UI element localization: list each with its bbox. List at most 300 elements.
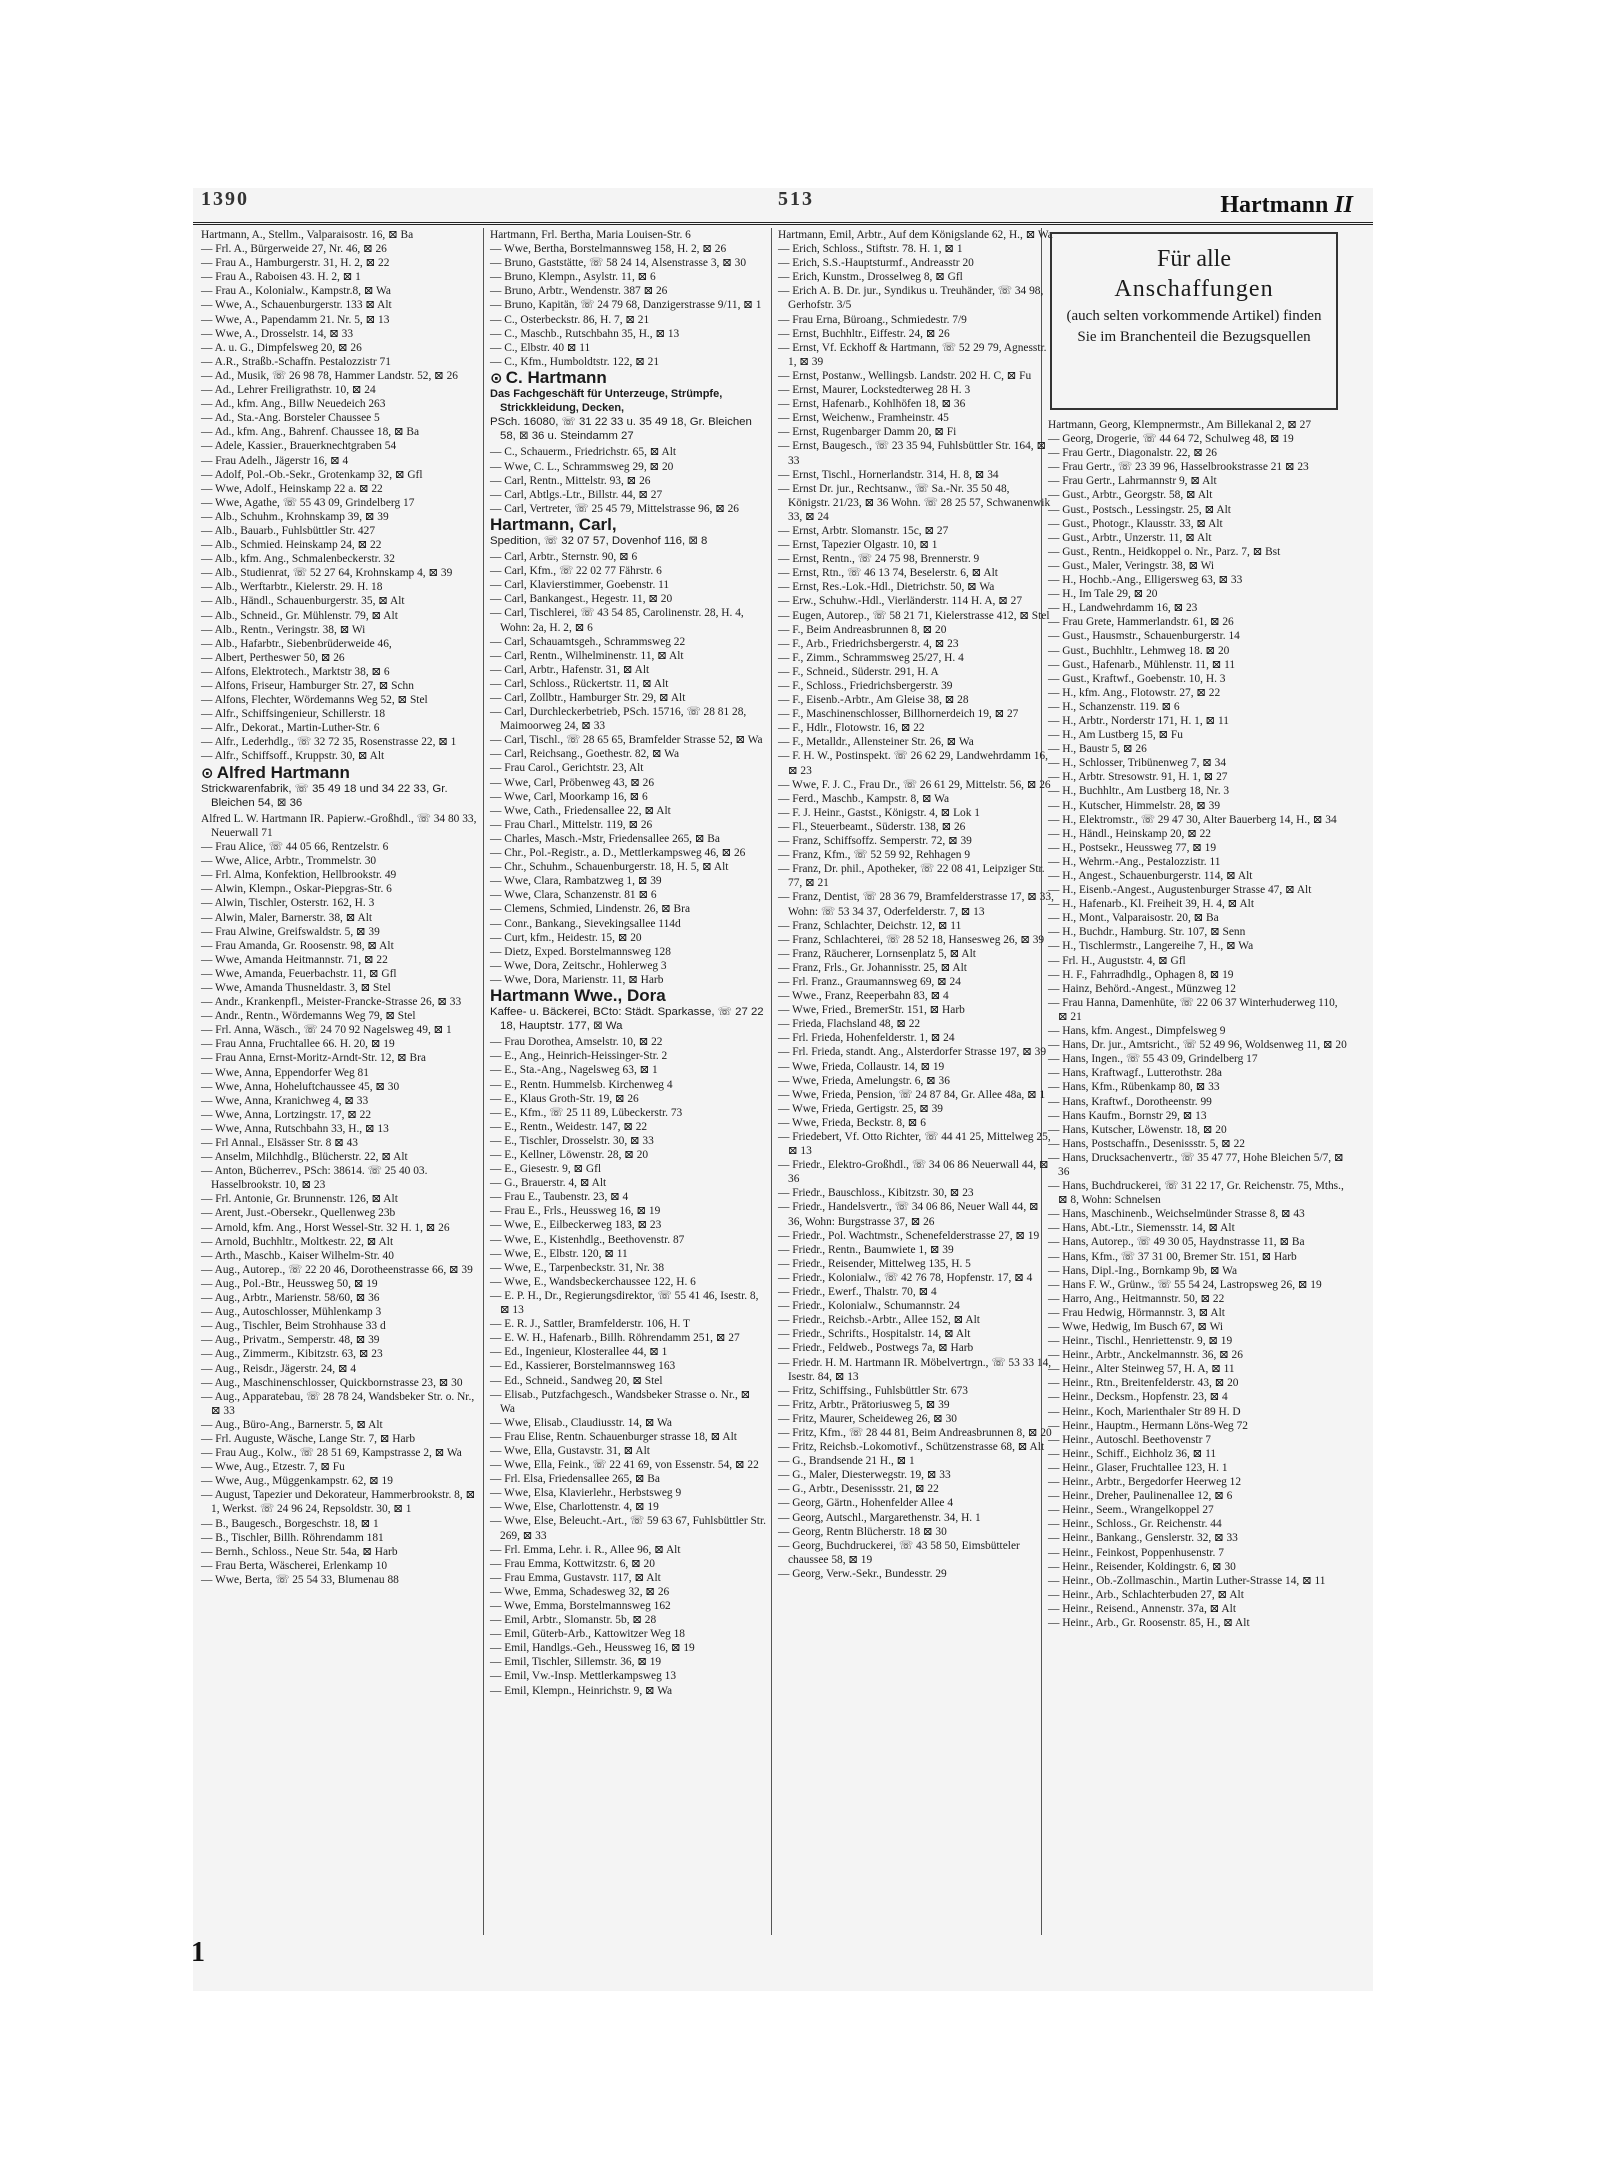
directory-entry: — Carl, Zollbtr., Hamburger Str. 29, ⊠ Alt <box>490 692 686 704</box>
directory-entry: — C., Kfm., Humboldtstr. 122, ⊠ 21 <box>490 355 660 368</box>
directory-entry: — Aug., Tischler, Beim Strohhause 33 d <box>201 1320 386 1333</box>
directory-entry: — H., Eisenb.-Angest., Augustenburger Strasse 47, ⊠ Alt <box>1048 884 1312 897</box>
directory-entry: — Wwe, Aug., Müggenkampstr. 62, ⊠ 19 <box>201 1475 393 1488</box>
directory-entry: — Bruno, Gaststätte, ☏ 58 24 14, Alsenstrasse 3, ⊠ 30 <box>490 257 747 270</box>
directory-entry: — H., Kutscher, Himmelstr. 28, ⊠ 39 <box>1048 799 1221 812</box>
directory-entry: — H., Schlosser, Tribünenweg 7, ⊠ 34 <box>1048 757 1227 770</box>
directory-entry: — Heinr., Decksm., Hopfenstr. 23, ⊠ 4 <box>1048 1391 1228 1404</box>
directory-entry: — Frl Annal., Elsässer Str. 8 ⊠ 43 <box>201 1137 358 1149</box>
directory-entry: — H., Arbtr. Stresowstr. 91, H. 1, ⊠ 27 <box>1048 771 1228 784</box>
directory-entry: — Frau Grete, Hammerlandstr. 61, ⊠ 26 <box>1048 616 1234 629</box>
directory-entry: — Wwe, Berta, ☏ 25 54 33, Blumenau 88 <box>201 1573 399 1586</box>
directory-entry: — G., Arbtr., Desenissstr. 21, ⊠ 22 <box>778 1483 939 1496</box>
circle-marker-icon: ⊙ <box>201 764 214 782</box>
directory-entry: — C., Maschb., Rutschbahn 35, H., ⊠ 13 <box>490 327 680 340</box>
directory-entry: — Gust., Hafenarb., Mühlenstr. 11, ⊠ 11 <box>1048 658 1236 671</box>
directory-entry: — Hans, Dr. jur., Amtsricht., ☏ 52 49 96, Woldsenweg 11, ⊠ 20 <box>1048 1039 1347 1052</box>
directory-entry: — Hans F. W., Grünw., ☏ 55 54 24, Lastropsweg 26, ⊠ 19 <box>1048 1278 1322 1291</box>
directory-entry: — Alb., Bauarb., Fuhlsbüttler Str. 427 <box>201 524 376 537</box>
directory-entry: — Wwe, Bertha, Borstelmannsweg 158, H. 2, ⊠ 26 <box>490 243 727 256</box>
directory-entry: — C., Schauerm., Friedrichstr. 65, ⊠ Alt <box>490 446 677 459</box>
directory-entry: — Friedr., Elektro-Großhdl., ☏ 34 06 86 Neuerwall 44, ⊠ 36 <box>778 1159 1049 1186</box>
directory-entry: — E., Tischler, Drosselstr. 30, ⊠ 33 <box>490 1134 654 1147</box>
directory-entry: — Bernh., Schloss., Neue Str. 54a, ⊠ Harb <box>201 1545 398 1558</box>
directory-entry: — Ernst, Postanw., Wellingsb. Landstr. 202 H. C, ⊠ Fu <box>778 369 1032 382</box>
directory-entry: — Erw., Schuhw.-Hdl., Vierländerstr. 114 H. A, ⊠ 27 <box>778 595 1023 608</box>
directory-entry: — Gust., Maler, Veringstr. 38, ⊠ Wi <box>1048 559 1215 572</box>
directory-entry: — Wwe., Franz, Reeperbahn 83, ⊠ 4 <box>778 990 949 1003</box>
directory-entry: — Friedr., Reichsb.-Arbtr., Allee 152, ⊠ Alt <box>778 1314 980 1327</box>
directory-entry: — Wwe, Amanda, Feuerbachstr. 11, ⊠ Gfl <box>201 967 397 980</box>
directory-entry: — E., Giesestr. 9, ⊠ Gfl <box>490 1163 602 1176</box>
directory-entry: — E. P. H., Dr., Regierungsdirektor, ☏ 55 41 46, Isestr. 8, ⊠ 13 <box>490 1289 759 1317</box>
directory-entry: — Gust., Postsch., Lessingstr. 25, ⊠ Alt <box>1048 503 1231 516</box>
directory-entry: — Alfr., Dekorat., Martin-Luther-Str. 6 <box>201 722 380 735</box>
directory-entry: — Wwe, Frieda, Pension, ☏ 24 87 84, Gr. Allee 48a, ⊠ 1 <box>778 1088 1046 1101</box>
directory-entry: — Franz, Dr. phil., Apotheker, ☏ 22 08 41, Leipziger Str. 77, ⊠ 21 <box>778 863 1045 890</box>
directory-entry: — Ernst, Baugesch., ☏ 23 35 94, Fuhlsbüttler Str. 164, ⊠ 33 <box>778 440 1047 467</box>
entry-list <box>490 445 766 515</box>
directory-entry: — Ed., Kassierer, Borstelmannsweg 163 <box>490 1360 676 1373</box>
directory-entry: — Hainz, Behörd.-Angest., Münzweg 12 <box>1048 982 1236 995</box>
directory-entry: — Hans, kfm. Angest., Dimpfelsweg 9 <box>1048 1025 1226 1038</box>
directory-entry: — Frau E., Taubenstr. 23, ⊠ 4 <box>490 1191 629 1204</box>
directory-entry: — Friedr., Ewerf., Thalstr. 70, ⊠ 4 <box>778 1286 937 1299</box>
directory-entry: — Ed., Ingenieur, Klosterallee 44, ⊠ 1 <box>490 1346 668 1359</box>
directory-entry: — Wwe, Amanda Thusneldastr. 3, ⊠ Stel <box>201 981 391 994</box>
directory-entry: — B., Baugesch., Borgeschstr. 18, ⊠ 1 <box>201 1517 379 1530</box>
directory-entry: — Frl. A., Bürgerweide 27, Nr. 46, ⊠ 26 <box>201 243 387 256</box>
directory-entry: — Frl. Emma, Lehr. i. R., Allee 96, ⊠ Alt <box>490 1543 681 1556</box>
directory-entry: — Wwe, Elisab., Claudiusstr. 14, ⊠ Wa <box>490 1416 672 1429</box>
directory-entry: — Wwe, Alice, Arbtr., Trommelstr. 30 <box>201 855 377 868</box>
directory-entry: — Carl, Tischl., ☏ 28 65 65, Bramfelder Strasse 52, ⊠ Wa <box>490 734 763 747</box>
directory-entry: — F., Metalldr., Allensteiner Str. 26, ⊠ Wa <box>778 736 974 749</box>
directory-entry: — Friedr., Pol. Wachtmstr., Schenefelderstrasse 27, ⊠ 19 <box>778 1229 1040 1242</box>
directory-entry: — Frau A., Hamburgerstr. 31, H. 2, ⊠ 22 <box>201 257 390 270</box>
directory-entry: — Ernst, Res.-Lok.-Hdl., Dietrichstr. 50, ⊠ Wa <box>778 581 995 594</box>
branchenteil-box-advert <box>1050 232 1338 410</box>
directory-entry: — Frau Emma, Gustavstr. 117, ⊠ Alt <box>490 1571 661 1584</box>
directory-entry: — Wwe, Emma, Borstelmannsweg 162 <box>490 1600 671 1612</box>
directory-entry: — Wwe, Clara, Schanzenstr. 81 ⊠ 6 <box>490 889 657 902</box>
directory-entry: — Chr., Schuhm., Schauenburgerstr. 18, H. 5, ⊠ Alt <box>490 861 729 874</box>
directory-entry: — Frl. Auguste, Wäsche, Lange Str. 7, ⊠ Harb <box>201 1432 416 1445</box>
directory-entry: — E. W. H., Hafenarb., Billh. Röhrendamm 251, ⊠ 27 <box>490 1332 740 1345</box>
directory-entry: — Albert, Pertheswег 50, ⊠ 26 <box>201 651 345 664</box>
directory-entry: — Carl, Rentn., Mittelstr. 93, ⊠ 26 <box>490 474 651 487</box>
directory-entry: — Gust., Photogr., Klausstr. 33, ⊠ Alt <box>1048 517 1223 530</box>
directory-entry: — Franz, Räucherer, Lornsenplatz 5, ⊠ Alt <box>778 947 976 960</box>
directory-entry: — Gust., Buchhltr., Lehmweg 18. ⊠ 20 <box>1048 644 1230 657</box>
directory-entry: — Wwe, Emma, Schadesweg 32, ⊠ 26 <box>490 1585 670 1598</box>
directory-entry: — H., Arbtr., Norderstr 171, H. 1, ⊠ 11 <box>1048 714 1229 727</box>
entry-list <box>490 228 766 369</box>
entry-list <box>490 550 766 987</box>
directory-entry: — Fritz, Schiffsing., Fuhlsbüttler Str. 673 <box>778 1384 968 1397</box>
directory-entry: — Alfr., Schiffsingenieur, Schillerstr. 18 <box>201 708 386 721</box>
directory-entry: — Aug., Pol.-Btr., Heussweg 50, ⊠ 19 <box>201 1277 378 1290</box>
directory-entry: — Ernst, Maurer, Lockstedterweg 28 H. 3 <box>778 384 971 397</box>
running-title <box>1220 192 1353 219</box>
directory-entry: — Frl. H., Auguststr. 4, ⊠ Gfl <box>1048 954 1186 967</box>
directory-entry: — B., Tischler, Billh. Röhrendamm 181 <box>201 1531 384 1544</box>
advert-title: Alfred Hartmann <box>216 762 350 782</box>
directory-entry: — Frau Charl., Mittelstr. 119, ⊠ 26 <box>490 818 653 831</box>
directory-entry: — Carl, Arbtr., Hafenstr. 31, ⊠ Alt <box>490 663 650 676</box>
advert-subtitle: Das Fachgeschäft für Unterzeuge, Strümpfe, Strickkleidung, Decken, <box>490 388 723 415</box>
directory-entry: — Heinr., Ob.-Zollmaschin., Martin Luther-Strasse 14, ⊠ 11 <box>1048 1574 1326 1587</box>
directory-entry: — Franz, Dentist, ☏ 28 36 79, Bramfelderstrasse 17, ⊠ 33, Wohn: ☏ 53 34 37, Oderfelderstr. 7, ⊠ 13 <box>778 891 1054 918</box>
directory-entry: — Emil, Vw.-Insp. Mettlerkampsweg 13 <box>490 1670 677 1683</box>
directory-entry: — Friedr., Handelsvertr., ☏ 34 06 86, Neuer Wall 44, ⊠ 36, Wohn: Burgstrasse 37, ⊠ 26 <box>778 1201 1039 1228</box>
directory-entry: — Fritz, Arbtr., Prätoriusweg 5, ⊠ 39 <box>778 1398 950 1411</box>
directory-entry: — Aug., Reisdr., Jägerstr. 24, ⊠ 4 <box>201 1362 357 1375</box>
directory-entry: — Elisab., Putzfachgesch., Wandsbeker Strasse o. Nr., ⊠ Wa <box>490 1388 751 1415</box>
directory-entry: — Ernst, Arbtr. Slomanstr. 15c, ⊠ 27 <box>778 524 949 537</box>
directory-entry: — F., Schloss., Friedrichsbergerstr. 39 <box>778 680 953 692</box>
directory-entry: — Alfr., Lederhdlg., ☏ 32 72 35, Rosenstrasse 22, ⊠ 1 <box>201 736 457 749</box>
directory-entry: — H., Hafenarb., Kl. Freiheit 39, H. 4, ⊠ Alt <box>1048 898 1254 911</box>
directory-entry: — Dietz, Exped. Borstelmannsweg 128 <box>490 945 671 958</box>
directory-entry: — Gust., Rentn., Heidkoppel o. Nr., Parz. 7, ⊠ Bst <box>1048 545 1281 558</box>
directory-entry: — Alb., Schneid., Gr. Mühlenstr. 79, ⊠ Alt <box>201 609 398 622</box>
box-advert-line-3: (auch selten vorkommende Artikel) finden Sie im Branchenteil die Bezugsquellen <box>1066 308 1322 345</box>
directory-entry: — Heinr., Feinkost, Poppenhusenstr. 7 <box>1048 1546 1224 1559</box>
directory-entry: — Wwe, C. L., Schrammsweg 29, ⊠ 20 <box>490 460 674 473</box>
directory-entry: — Carl, Rentn., Wilhelminenstr. 11, ⊠ Alt <box>490 649 684 662</box>
directory-entry: — Alfons, Friseur, Hamburger Str. 27, ⊠ Schn <box>201 680 414 692</box>
directory-entry: — Heinr., Seem., Wrangelkoppel 27 <box>1048 1504 1214 1517</box>
directory-entry: — Georg, Rentn Blücherstr. 18 ⊠ 30 <box>778 1525 947 1538</box>
directory-entry: — Wwe, Adolf., Heinskamp 22 a. ⊠ 22 <box>201 482 383 495</box>
directory-entry: — Hans, Kraftwagf., Lutterothstr. 28a <box>1048 1067 1222 1080</box>
directory-entry: — Franz, Kfm., ☏ 52 59 92, Rehhagen 9 <box>778 849 971 862</box>
directory-entry: — Carl, Arbtr., Sternstr. 90, ⊠ 6 <box>490 551 638 564</box>
advert-hartmann-carl <box>490 514 766 548</box>
directory-entry: — Carl, Durchleckerbetrieb, PSch. 15716, ☏ 28 81 28, Maimoorweg 24, ⊠ 33 <box>490 706 747 733</box>
entry-list <box>490 1035 766 1697</box>
directory-entry: — Heinr., Arbtr., Bergedorfer Heerweg 12 <box>1048 1476 1242 1489</box>
directory-entry: — Ernst, Rentn., ☏ 24 75 98, Brennerstr. 9 <box>778 553 980 566</box>
directory-entry: — Alb., Schmied. Heinskamp 24, ⊠ 22 <box>201 539 382 552</box>
directory-entry: — H., Händl., Heinskamp 20, ⊠ 22 <box>1048 827 1211 840</box>
footer-page-number: 1 <box>191 1937 205 1968</box>
directory-entry: — Aug., Autorep., ☏ 22 20 46, Dorotheenstrasse 66, ⊠ 39 <box>201 1263 473 1276</box>
directory-entry: — Frl. Frieda, standt. Ang., Alsterdorfer Strasse 197, ⊠ 39 <box>778 1046 1047 1059</box>
directory-entry: — Aug., Apparatebau, ☏ 28 78 24, Wandsbeker Str. o. Nr., ⊠ 33 <box>201 1390 475 1417</box>
directory-entry: — G., Maler, Diesterwegstr. 19, ⊠ 33 <box>778 1469 951 1482</box>
directory-entry: — Heinr., Koch, Marienthaler Str 89 H. D <box>1048 1405 1241 1418</box>
directory-entry: — Hans, Drucksachenvertr., ☏ 35 47 77, Hohe Bleichen 5/7, ⊠ 36 <box>1048 1151 1344 1178</box>
directory-entry: — Hans, Buchdruckerei, ☏ 31 22 17, Gr. Reichenstr. 75, Mths., ⊠ 8, Wohn: Schnelsen <box>1048 1180 1344 1207</box>
directory-column-1 <box>201 228 477 1935</box>
directory-entry: — Frau Adelh., Jägerstr 16, ⊠ 4 <box>201 454 349 467</box>
directory-entry: — A.R., Straßb.-Schaffn. Pestalozzistr 71 <box>201 355 391 368</box>
directory-entry: — Wwe, Elsa, Klavierlehr., Herbstsweg 9 <box>490 1487 682 1500</box>
directory-entry: — Heinr., Schiff., Eichholz 36, ⊠ 11 <box>1048 1447 1217 1460</box>
advert-alfred-hartmann <box>201 762 477 810</box>
directory-entry: Alfred L. W. Hartmann IR. Papierw.-Großhdl., ☏ 34 80 33, Neuerwall 71 <box>201 812 477 839</box>
directory-entry: — Aug., Maschinenschlosser, Quickbornstrasse 23, ⊠ 30 <box>201 1376 463 1389</box>
directory-entry: — Alfons, Flechter, Wördemanns Weg 52, ⊠ Stel <box>201 694 428 707</box>
directory-entry: — Franz, Schiffsoffz. Semperstr. 72, ⊠ 39 <box>778 835 972 848</box>
directory-entry: — E., Kfm., ☏ 25 11 89, Lübeckerstr. 73 <box>490 1106 683 1119</box>
directory-entry: — Frau Gertr., Lahrmannstr 9, ⊠ Alt <box>1048 475 1217 488</box>
directory-entry: — Frau Berta, Wäscherei, Erlenkamp 10 <box>201 1559 388 1572</box>
directory-entry: — Friedr., Reisender, Mittelweg 135, H. 5 <box>778 1257 971 1270</box>
directory-entry: — Ernst, Tapezier Olgastr. 10, ⊠ 1 <box>778 539 938 552</box>
directory-entry: — Aug., Arbtr., Marienstr. 58/60, ⊠ 36 <box>201 1292 380 1305</box>
directory-entry: — Alwin, Klempn., Oskar-Piepgras-Str. 6 <box>201 883 392 896</box>
directory-entry: Hartmann, Georg, Klempnermstr., Am Billekanal 2, ⊠ 27 <box>1048 419 1312 431</box>
directory-entry: — Emil, Klempn., Heinrichstr. 9, ⊠ Wa <box>490 1684 673 1697</box>
directory-entry: — H., Am Lustberg 15, ⊠ Fu <box>1048 729 1183 742</box>
directory-entry: — Heinr., Glaser, Fruchtallee 123, H. 1 <box>1048 1461 1228 1474</box>
directory-entry: — Frau Gertr., ☏ 23 39 96, Hasselbrookstrasse 21 ⊠ 23 <box>1048 461 1309 474</box>
directory-entry: — Wwe, Fried., BremerStr. 151, ⊠ Harb <box>778 1004 965 1017</box>
directory-entry: — F., Eisenb.-Arbtr., Am Gleise 38, ⊠ 28 <box>778 694 969 707</box>
directory-entry: — Franz, Schlachter, Deichstr. 12, ⊠ 11 <box>778 919 962 932</box>
directory-entry: — Wwe, Else, Charlottenstr. 4, ⊠ 19 <box>490 1501 659 1514</box>
directory-entry: — Heinr., Schloss., Gr. Reichenstr. 44 <box>1048 1518 1222 1531</box>
directory-entry: — Hans, Ingen., ☏ 55 43 09, Grindelberg 17 <box>1048 1053 1258 1066</box>
directory-entry: — Hans, Maschinenb., Weichselmünder Strasse 8, ⊠ 43 <box>1048 1208 1305 1221</box>
directory-entry: — Wwe, Anna, Eppendorfer Weg 81 <box>201 1066 369 1079</box>
directory-entry: — Anton, Bücherrev., PSch: 38614. ☏ 25 40 03. Hasselbrookstr. 10, ⊠ 23 <box>201 1165 428 1192</box>
directory-entry: — August, Tapezier und Dekorateur, Hammerbrookstr. 8, ⊠ 1, Werkst. ☏ 24 96 24, Repsoldstr. 30, ⊠ 1 <box>201 1489 476 1516</box>
directory-entry: — F., Arb., Friedrichsbergerstr. 4, ⊠ 23 <box>778 637 959 650</box>
directory-entry: — Aug., Büro-Ang., Barnerstr. 5, ⊠ Alt <box>201 1418 383 1431</box>
directory-entry: — Heinr., Autoschl. Beethovenstr 7 <box>1048 1433 1211 1446</box>
directory-entry: — Ad., Lehrer Freiligrathstr. 10, ⊠ 24 <box>201 384 376 397</box>
directory-entry: — Wwe, E., Eilbeckerweg 183, ⊠ 23 <box>490 1219 662 1232</box>
directory-entry: — Fritz, Maurer, Scheideweg 26, ⊠ 30 <box>778 1412 957 1425</box>
directory-entry: — Ernst, Rtn., ☏ 46 13 74, Beselerstr. 6, ⊠ Alt <box>778 567 998 580</box>
advert-body: PSch. 16080, ☏ 31 22 33 u. 35 49 18, Gr. Bleichen 58, ⊠ 36 u. Steindamm 27 <box>490 416 752 443</box>
directory-entry: — Wwe, Anna, Lortzingstr. 17, ⊠ 22 <box>201 1108 372 1121</box>
directory-entry: — Wwe, Ella, Gustavstr. 31, ⊠ Alt <box>490 1444 650 1457</box>
directory-entry: — Arth., Maschb., Kaiser Wilhelm-Str. 40 <box>201 1249 394 1262</box>
directory-entry: — Alwin, Maler, Barnerstr. 38, ⊠ Alt <box>201 911 373 924</box>
directory-entry: — Wwe, Hedwig, Im Busch 67, ⊠ Wi <box>1048 1321 1224 1333</box>
advert-hartmann-wwe-dora <box>490 985 766 1033</box>
entry-list <box>201 812 477 1587</box>
directory-entry: — Heinr., Alter Steinweg 57, H. A, ⊠ 11 <box>1048 1363 1235 1376</box>
directory-entry: — Friedr., Bauschloss., Kibitzstr. 30, ⊠ 23 <box>778 1187 974 1200</box>
entry-list <box>1048 418 1348 1630</box>
directory-entry: — Hans, Kraftwf., Dorotheenstr. 99 <box>1048 1095 1212 1108</box>
directory-entry: — Friedr., Rentn., Baumwiete 1, ⊠ 39 <box>778 1243 954 1256</box>
directory-entry: — Alb., Studienrat, ☏ 52 27 64, Krohnskamp 4, ⊠ 39 <box>201 567 453 580</box>
directory-entry: — Georg, Drogerie, ☏ 44 64 72, Schulweg 48, ⊠ 19 <box>1048 433 1294 446</box>
directory-entry: — Heinr., Bankang., Genslerstr. 32, ⊠ 33 <box>1048 1532 1238 1545</box>
directory-entry: — Wwe, E., Elbstr. 120, ⊠ 11 <box>490 1247 628 1260</box>
box-advert-line-1: Für alle <box>1157 246 1231 272</box>
directory-entry: — Wwe, Frieda, Beckstr. 8, ⊠ 6 <box>778 1116 926 1129</box>
directory-entry: — C., Osterbeckstr. 86, H. 7, ⊠ 21 <box>490 313 650 326</box>
directory-entry: — Ernst, Buchhltr., Eiffestr. 24, ⊠ 26 <box>778 327 950 340</box>
directory-entry: — Charles, Masch.-Mstr, Friedensallee 265, ⊠ Ba <box>490 832 720 845</box>
advert-body: Strickwarenfabrik, ☏ 35 49 18 und 34 22 33, Gr. Bleichen 54, ⊠ 36 <box>201 782 448 809</box>
directory-entry: — H., Tischlermstr., Langereihe 7, H., ⊠ Wa <box>1048 940 1254 953</box>
directory-entry: — Hans, Postschaffn., Desenissstr. 5, ⊠ 22 <box>1048 1137 1245 1150</box>
directory-entry: — H., Mont., Valparaisostr. 20, ⊠ Ba <box>1048 912 1219 925</box>
directory-entry: — Carl, Abtlgs.-Ltr., Billstr. 44, ⊠ 27 <box>490 488 663 501</box>
directory-entry: — Ernst, Weichenw., Framheinstr. 45 <box>778 412 949 425</box>
directory-entry: — Friedr., Kolonialw., Schumannstr. 24 <box>778 1300 960 1313</box>
advert-body: Spedition, ☏ 32 07 57, Dovenhof 116, ⊠ 8 <box>490 534 708 547</box>
directory-entry: — Adele, Kassier., Brauerknechtgraben 54 <box>201 440 397 453</box>
directory-entry: — E., Sta.-Ang., Nagelsweg 63, ⊠ 1 <box>490 1064 658 1077</box>
directory-entry: — F. H. W., Postinspekt. ☏ 26 62 29, Landwehrdamm 16, ⊠ 23 <box>778 750 1048 777</box>
directory-entry: — Friedebert, Vf. Otto Richter, ☏ 44 41 25, Mittelweg 25, ⊠ 13 <box>778 1131 1051 1158</box>
directory-entry: — A. u. G., Dimpfelsweg 20, ⊠ 26 <box>201 341 362 354</box>
directory-entry: — Aug., Zimmerm., Kibitzstr. 63, ⊠ 23 <box>201 1348 383 1361</box>
directory-entry: — Alwin, Tischler, Osterstr. 162, H. 3 <box>201 897 375 910</box>
directory-entry: — H., Schanzenstr. 119. ⊠ 6 <box>1048 700 1180 713</box>
center-page-number: 513 <box>778 188 814 210</box>
directory-entry: — Wwe, E., Kistenhdlg., Beethovenstr. 87 <box>490 1233 685 1246</box>
directory-entry: — Erich, Kunstm., Drosselweg 8, ⊠ Gfl <box>778 271 963 284</box>
directory-entry: — F., Beim Andreasbrunnen 8, ⊠ 20 <box>778 623 947 636</box>
directory-entry: — Wwe, Carl, Pröbenweg 43, ⊠ 26 <box>490 776 655 789</box>
directory-entry: — H., Landwehrdamm 16, ⊠ 23 <box>1048 602 1198 615</box>
directory-entry: — Georg, Buchdruckerei, ☏ 43 58 50, Eimsbütteler chaussee 58, ⊠ 19 <box>778 1539 1020 1566</box>
directory-entry: — Wwe, Else, Beleucht.-Art., ☏ 59 63 67, Fuhlsbüttler Str. 269, ⊠ 33 <box>490 1515 766 1542</box>
directory-entry: — Frau Anna, Fruchtallee 66. H. 20, ⊠ 19 <box>201 1038 395 1051</box>
directory-entry: — Frau Amanda, Gr. Roosenstr. 98, ⊠ Alt <box>201 939 394 952</box>
directory-entry: — Gust., Kraftwf., Goebenstr. 10, H. 3 <box>1048 672 1226 685</box>
directory-entry: — Wwe, Clara, Rambatzweg 1, ⊠ 39 <box>490 875 662 888</box>
left-page-number: 1390 <box>201 188 249 210</box>
directory-entry: — Frau Alwine, Greifswaldstr. 5, ⊠ 39 <box>201 925 380 938</box>
directory-entry: — Ernst, Tischl., Hornerlandstr. 314, H. 8, ⊠ 34 <box>778 468 999 481</box>
advert-title: Hartmann Wwe., Dora <box>490 985 666 1005</box>
directory-entry: — Ad., Musik, ☏ 26 98 78, Hammer Landstr. 52, ⊠ 26 <box>201 369 458 382</box>
directory-entry: — E., Rentn., Weidestr. 147, ⊠ 22 <box>490 1120 648 1133</box>
directory-entry: — Friedr., Schrifts., Hospitalstr. 14, ⊠ Alt <box>778 1328 971 1341</box>
directory-entry: — Emil, Handlgs.-Geh., Heussweg 16, ⊠ 19 <box>490 1642 695 1655</box>
directory-entry: — Fritz, Reichsb.-Lokomotivf., Schützenstrasse 68, ⊠ Alt <box>778 1441 1045 1454</box>
directory-entry: — Andr., Krankenpfl., Meister-Francke-Strasse 26, ⊠ 33 <box>201 996 462 1009</box>
directory-entry: Hartmann, Emil, Arbtr., Auf dem Königslande 62, H., ⊠ Wa <box>778 229 1053 241</box>
directory-page-scan <box>193 188 1373 1991</box>
directory-entry: — Frau Dorothea, Amselstr. 10, ⊠ 22 <box>490 1036 663 1049</box>
directory-entry: — Bruno, Arbtr., Wendenstr. 387 ⊠ 26 <box>490 285 668 298</box>
directory-entry: — Hans, Dipl.-Ing., Bornkamp 9b, ⊠ Wa <box>1048 1264 1238 1277</box>
page-header <box>193 188 1373 225</box>
directory-entry: — Wwe, Carl, Moorkamp 16, ⊠ 6 <box>490 790 648 803</box>
directory-entry: — Ad., kfm. Ang., Billw Neuedeich 263 <box>201 398 386 411</box>
entry-list <box>778 228 1054 1581</box>
directory-entry: — Alb., Rentn., Veringstr. 38, ⊠ Wi <box>201 623 366 636</box>
directory-entry: — Carl, Reichsang., Goethestr. 82, ⊠ Wa <box>490 748 680 761</box>
directory-entry: — Frl. Elsa, Friedensallee 265, ⊠ Ba <box>490 1473 660 1486</box>
directory-column-4 <box>1048 228 1348 1935</box>
directory-entry: — Heinr., Reisender, Koldingstr. 6, ⊠ 30 <box>1048 1560 1236 1573</box>
directory-entry: — H., Postsekr., Heussweg 77, ⊠ 19 <box>1048 841 1217 854</box>
directory-entry: — Gust., Arbtr., Georgstr. 58, ⊠ Alt <box>1048 489 1213 502</box>
directory-entry: — Carl, Bankangest., Hegestr. 11, ⊠ 20 <box>490 593 673 606</box>
directory-entry: — Heinr., Dreher, Paulinenallee 12, ⊠ 6 <box>1048 1490 1233 1503</box>
directory-entry: — Frau A., Raboisen 43. H. 2, ⊠ 1 <box>201 271 361 284</box>
directory-entry: — Frl. Anna, Wäsch., ☏ 24 70 92 Nagelsweg 49, ⊠ 1 <box>201 1024 452 1037</box>
directory-entry: — Hans, Kfm., ☏ 37 31 00, Bremer Str. 151, ⊠ Harb <box>1048 1250 1297 1263</box>
directory-entry: — H., Buchdr., Hamburg. Str. 107, ⊠ Senn <box>1048 926 1246 939</box>
circle-marker-icon: ⊙ <box>490 369 503 387</box>
directory-entry: — Wwe, A., Papendamm 21. Nr. 5, ⊠ 13 <box>201 313 390 326</box>
directory-entry: — Arent, Just.-Obersekr., Quellenweg 23b <box>201 1207 396 1220</box>
directory-entry: — Frl. Franz., Graumannsweg 69, ⊠ 24 <box>778 975 961 988</box>
directory-entry: — Wwe, Dora, Marienstr. 11, ⊠ Harb <box>490 973 664 986</box>
directory-entry: — Georg, Verw.-Sekr., Bundesstr. 29 <box>778 1567 947 1580</box>
directory-entry: — H., Buchhltr., Am Lustberg 18, Nr. 3 <box>1048 785 1230 798</box>
directory-entry: — Alb., Händl., Schauenburgerstr. 35, ⊠ Alt <box>201 595 405 608</box>
directory-entry: — Alb., Hafarbtr., Siebenbrüderweide 46, <box>201 637 392 650</box>
directory-entry: — Wwe, Ella, Feink., ☏ 22 41 69, von Essenstr. 54, ⊠ 22 <box>490 1459 759 1472</box>
directory-entry: — Ad., Sta.-Ang. Borsteler Chaussee 5 <box>201 412 380 425</box>
directory-entry: — Ernst, Hafenarb., Kohlhöfen 18, ⊠ 36 <box>778 398 966 411</box>
directory-entry: — Wwe, Cath., Friedensallee 22, ⊠ Alt <box>490 804 671 817</box>
directory-entry: — Friedr. H. M. Hartmann IR. Möbelvertrgn., ☏ 53 33 14, Isestr. 84, ⊠ 13 <box>778 1356 1052 1383</box>
directory-entry: — Hans, Autorep., ☏ 49 30 05, Haydnstrasse 11, ⊠ Ba <box>1048 1236 1305 1249</box>
directory-entry: — Erich, Schloss., Stiftstr. 78. H. 1, ⊠ 1 <box>778 243 963 256</box>
directory-entry: — E., Kellner, Löwenstr. 28, ⊠ 20 <box>490 1149 649 1161</box>
directory-entry: — H., kfm. Ang., Flotowstr. 27, ⊠ 22 <box>1048 686 1221 699</box>
directory-entry: — Ernst, Rugenbarger Damm 20, ⊠ Fi <box>778 426 957 439</box>
directory-entry: — E., Klaus Groth-Str. 19, ⊠ 26 <box>490 1092 639 1105</box>
directory-entry: — Carl, Kfm., ☏ 22 02 77 Fährstr. 6 <box>490 565 662 578</box>
directory-entry: — Clemens, Schmied, Lindenstr. 26, ⊠ Bra <box>490 903 690 916</box>
directory-entry: — Frl. Antonie, Gr. Brunnenstr. 126, ⊠ Alt <box>201 1193 398 1206</box>
directory-entry: — Wwe, Agathe, ☏ 55 43 09, Grindelberg 17 <box>201 496 415 509</box>
directory-entry: — Eugen, Autorep., ☏ 58 21 71, Kielerstrasse 412, ⊠ Stel <box>778 609 1050 622</box>
directory-column-3 <box>778 228 1054 1935</box>
directory-column-2 <box>490 228 766 1935</box>
directory-entry: — Curt, kfm., Heidestr. 15, ⊠ 20 <box>490 931 642 944</box>
directory-entry: — Fl., Steuerbeamt., Süderstr. 138, ⊠ 26 <box>778 820 966 833</box>
directory-entry: — Frau Aug., Kolw., ☏ 28 51 69, Kampstrasse 2, ⊠ Wa <box>201 1447 462 1460</box>
directory-entry: — Wwe, Frieda, Amelungstr. 6, ⊠ 36 <box>778 1074 950 1087</box>
directory-entry: Hartmann, A., Stellm., Valparaisostr. 16, ⊠ Ba <box>201 229 414 241</box>
directory-entry: — Frau Carol., Gerichtstr. 23, Alt <box>490 762 644 775</box>
directory-entry: — Gust., Hausmstr., Schauenburgerstr. 14 <box>1048 630 1240 643</box>
directory-entry: — Ad., kfm. Ang., Bahrenf. Chaussee 18, ⊠ Ba <box>201 426 420 439</box>
directory-entry: — Georg, Autschl., Margarethenstr. 34, H. 1 <box>778 1511 981 1524</box>
directory-entry: — Frau A., Kolonialw., Kampstr.8, ⊠ Wa <box>201 285 391 298</box>
directory-entry: — Frl. Alma, Konfektion, Hellbrookstr. 49 <box>201 869 397 882</box>
directory-entry: — Alb., Werftarbtr., Kielerstr. 29. H. 18 <box>201 581 383 594</box>
directory-entry: — Arnold, Buchhltr., Moltkestr. 22, ⊠ Alt <box>201 1235 394 1248</box>
directory-entry: — Conr., Bankang., Sievekingsallee 114d <box>490 917 681 930</box>
directory-entry: — H., Elektromstr., ☏ 29 47 30, Alter Bauerberg 14, H., ⊠ 34 <box>1048 813 1337 826</box>
directory-entry: — Frau Hanna, Damenhüte, ☏ 22 06 37 Winterhuderweg 110, ⊠ 21 <box>1048 996 1338 1023</box>
advert-title: C. Hartmann <box>505 367 607 387</box>
directory-entry: — Wwe, F. J. C., Frau Dr., ☏ 26 61 29, Mittelstr. 56, ⊠ 26 <box>778 778 1051 791</box>
box-advert-line-2: Anschaffungen <box>1114 276 1274 302</box>
directory-entry: — C., Elbstr. 40 ⊠ 11 <box>490 341 591 354</box>
advert-body: Kaffee- u. Bäckerei, BCto: Städt. Sparkasse, ☏ 27 22 18, Hauptstr. 177, ⊠ Wa <box>490 1006 764 1033</box>
directory-entry: — G., Brandsende 21 H., ⊠ 1 <box>778 1455 915 1468</box>
directory-entry: Hartmann, Frl. Bertha, Maria Louisen-Str. 6 <box>490 229 691 241</box>
directory-entry: — E., Ang., Heinrich-Heissinger-Str. 2 <box>490 1050 668 1063</box>
directory-entry: — H. F., Fahrradhdlg., Ophagen 8, ⊠ 19 <box>1048 968 1234 981</box>
directory-entry: — Wwe, Frieda, Gertigstr. 25, ⊠ 39 <box>778 1102 943 1115</box>
directory-entry: — G., Brauerstr. 4, ⊠ Alt <box>490 1177 607 1190</box>
directory-entry: — Hans, Kfm., Rübenkamp 80, ⊠ 33 <box>1048 1081 1220 1094</box>
directory-entry: — Bruno, Klempn., Asylstr. 11, ⊠ 6 <box>490 271 656 284</box>
